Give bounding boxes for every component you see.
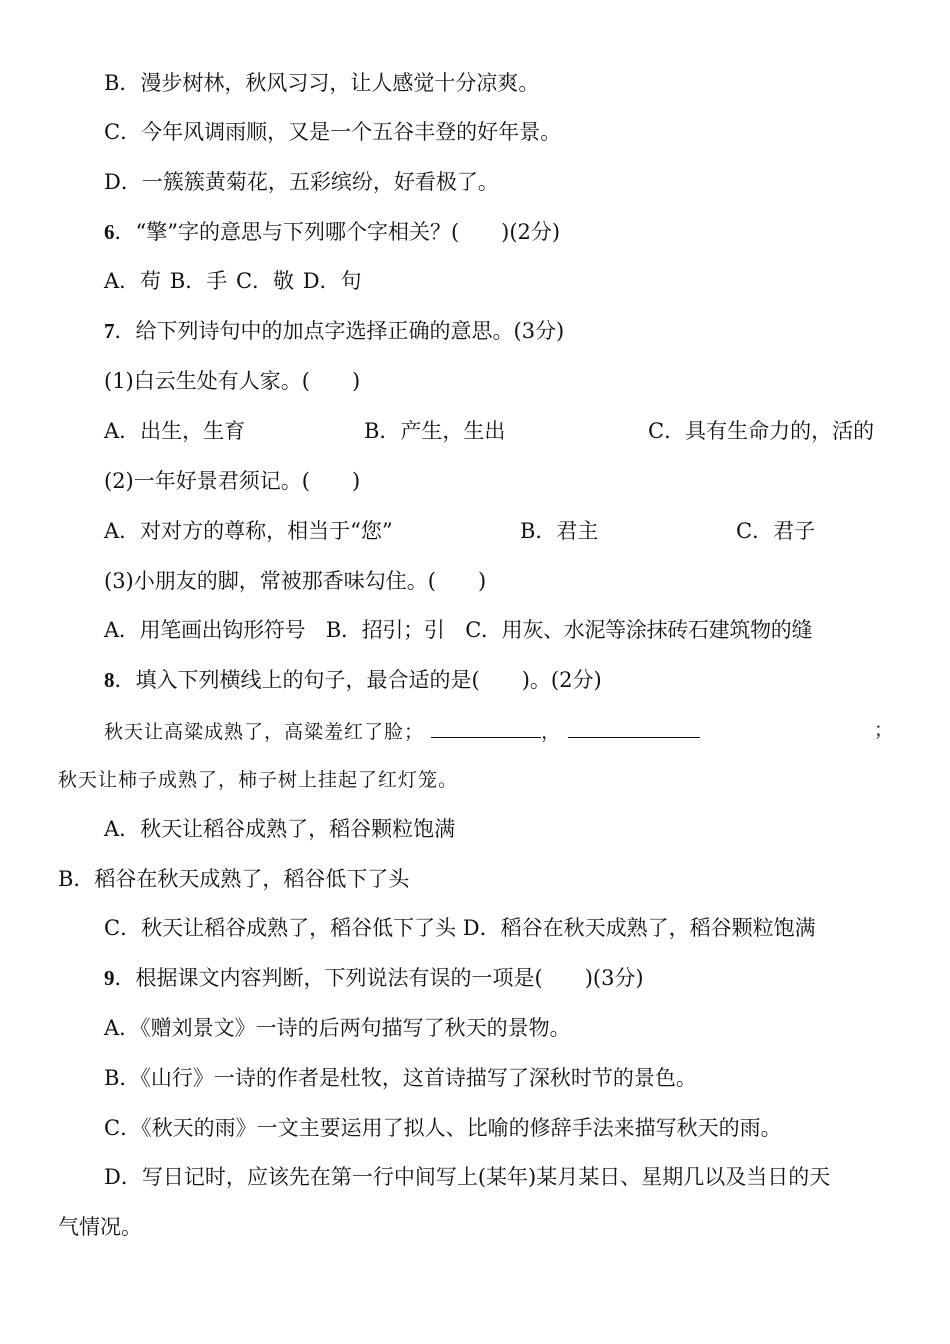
q8-number: 8: [104, 668, 115, 692]
q7-sub2-options: [104, 516, 904, 546]
q9-stem-line: [104, 963, 644, 993]
q7-sub1-option-c: C．具有生命力的，活的: [648, 419, 875, 443]
q7-sub1-option-b: B．产生，生出: [364, 419, 506, 443]
q9-option-b: B．《山行》一诗的作者是杜牧，这首诗描写了深秋时节的景色。: [104, 1066, 697, 1090]
q7-sub3-options: A．用笔画出钩形符号 B．招引；引 C．用灰、水泥等涂抹砖石建筑物的缝: [104, 618, 813, 642]
q9-number: 9: [104, 966, 115, 990]
q7-sub1-option-a: A．出生，生育: [104, 419, 246, 443]
q8-passage-part1: 秋天让高粱成熟了，高粱羞红了脸；: [104, 721, 425, 743]
q8-options-cd: C．秋天让稻谷成熟了，稻谷低下了头 D．稻谷在秋天成熟了，稻谷颗粒饱满: [104, 916, 816, 940]
q7-sub2-option-b: B．君主: [520, 519, 599, 543]
q7-sub2-option-a: A．对对方的尊称，相当于“您”: [104, 519, 393, 543]
q8-stem: ．填入下列横线上的句子，最合适的是( )。(2分): [114, 668, 602, 692]
q5-option-d: D．一簇簇黄菊花，五彩缤纷，好看极了。: [104, 170, 499, 194]
q8-blank-2: [568, 715, 700, 738]
q5-option-b: B．漫步树林，秋风习习，让人感觉十分凉爽。: [104, 71, 540, 95]
q7-sub1-options: [104, 416, 904, 446]
q8-passage-part2: 秋天让柿子成熟了，柿子树上挂起了红灯笼。: [58, 769, 459, 791]
q8-comma: ，: [541, 721, 562, 743]
q8-option-b: B．稻谷在秋天成熟了，稻谷低下了头: [58, 867, 410, 891]
q9-option-a: A．《赠刘景文》一诗的后两句描写了秋天的景物。: [104, 1016, 571, 1040]
q9-option-c: C．《秋天的雨》一文主要运用了拟人、比喻的修辞手法来描写秋天的雨。: [104, 1116, 782, 1140]
q6-stem-line: [104, 217, 560, 247]
q5-option-c: C．今年风调雨顺，又是一个五谷丰登的好年景。: [104, 120, 562, 144]
q7-number: 7: [104, 319, 115, 343]
q9-stem: ．根据课文内容判断，下列说法有误的一项是( )(3分): [114, 966, 644, 990]
q8-blank-1: [431, 715, 541, 738]
q7-stem-line: [104, 316, 564, 346]
q8-stem-line: [104, 665, 602, 695]
q6-number: 6: [104, 220, 115, 244]
q7-sub2-option-c: C．君子: [736, 519, 816, 543]
q7-sub2: (2)一年好景君须记。( ): [104, 469, 361, 493]
q7-sub3: (3)小朋友的脚，常被那香味勾住。( ): [104, 569, 487, 593]
q8-semicolon: ；: [873, 719, 894, 741]
q9-option-d-line2: 气情况。: [58, 1215, 142, 1239]
q7-stem: ．给下列诗句中的加点字选择正确的意思。(3分): [114, 319, 565, 343]
q6-options: A．苟 B．手 C．敬 D．句: [104, 269, 362, 293]
q6-stem: ．“擎”字的意思与下列哪个字相关？( )(2分): [114, 220, 561, 244]
q8-option-a: A．秋天让稻谷成熟了，稻谷颗粒饱满: [104, 817, 456, 841]
q7-sub1: (1)白云生处有人家。( ): [104, 369, 361, 393]
q9-option-d-line1: D．写日记时，应该先在第一行中间写上(某年)某月某日、星期几以及当日的天: [104, 1165, 831, 1189]
q8-passage-line1: [104, 715, 894, 745]
